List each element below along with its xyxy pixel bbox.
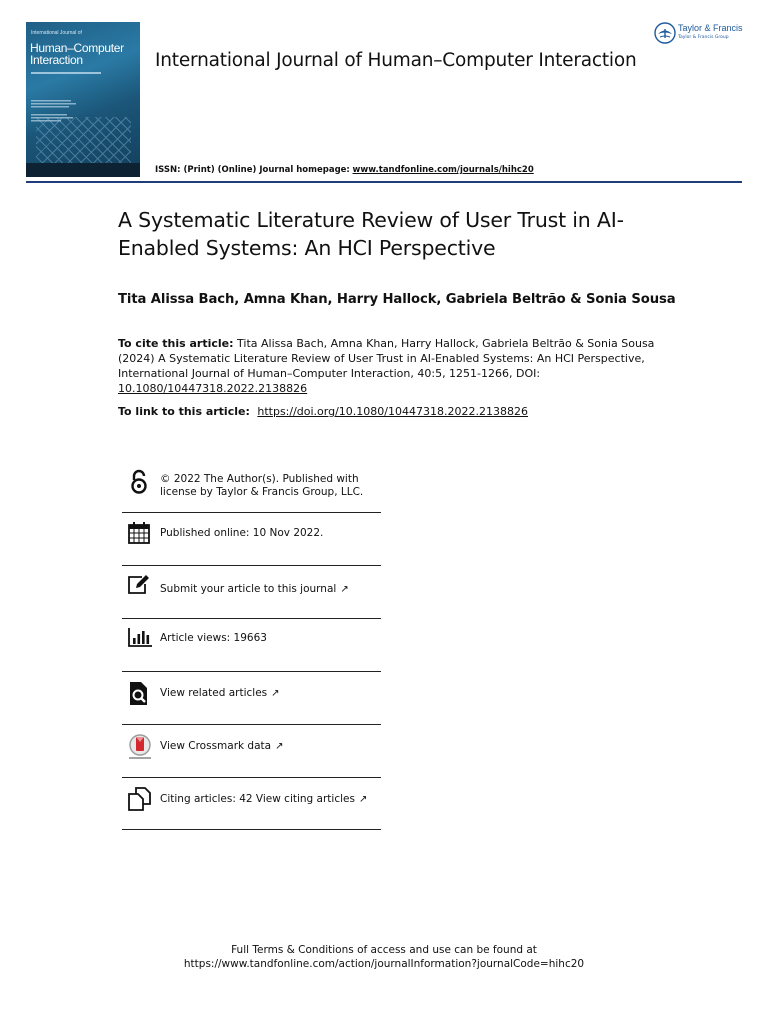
terms-footer-link[interactable]: https://www.tandfonline.com/action/journalInformation?journalCode=hihc20 bbox=[183, 958, 585, 970]
crossmark-link[interactable] bbox=[160, 740, 380, 753]
external-link-icon: ↗ bbox=[340, 584, 349, 595]
cite-text: Tita Alissa Bach, Amna Khan, Harry Hallock, Gabriela Beltrão & Sonia Sousa (2024) A Systematic Literature Review of User Trust in AI-Enabled Systems: An HCI Perspective, International Journal of Human–Computer Interaction, 40:5, 1251-1266, DOI: bbox=[118, 337, 655, 380]
link-label: To link to this article: bbox=[118, 405, 250, 418]
open-access-icon bbox=[126, 469, 152, 495]
cover-small-text: International Journal of bbox=[31, 30, 82, 36]
license-text-line1: © 2022 The Author(s). Published with bbox=[160, 473, 359, 485]
cover-footer-band bbox=[26, 163, 140, 177]
citing-articles-icon bbox=[126, 786, 152, 812]
journal-cover-thumbnail bbox=[26, 22, 140, 177]
publisher-logo[interactable] bbox=[654, 22, 743, 48]
license-text bbox=[160, 473, 380, 499]
external-link-icon: ↗ bbox=[358, 794, 368, 805]
journal-homepage-link[interactable]: www.tandfonline.com/journals/hihc20 bbox=[352, 165, 534, 175]
submit-article-row[interactable] bbox=[122, 572, 381, 616]
citing-articles-link[interactable] bbox=[160, 793, 380, 806]
license-text-line2: license by Taylor & Francis Group, LLC. bbox=[160, 486, 364, 498]
published-date-text: Published online: 10 Nov 2022. bbox=[160, 527, 324, 539]
cover-title-line2: Interaction bbox=[30, 53, 83, 67]
external-link-icon: ↗ bbox=[271, 688, 280, 699]
related-articles-text: View related articles bbox=[160, 687, 268, 699]
article-authors: Tita Alissa Bach, Amna Khan, Harry Hallock, Gabriela Beltrão & Sonia Sousa bbox=[118, 292, 676, 307]
article-views-text: Article views: 19663 bbox=[160, 632, 267, 644]
cover-title-line1: Human–Computer bbox=[30, 41, 124, 55]
info-divider bbox=[122, 565, 381, 566]
cite-label: To cite this article: bbox=[118, 337, 234, 350]
article-views-row bbox=[122, 624, 381, 668]
related-articles-row[interactable] bbox=[122, 678, 381, 722]
publisher-logo-text: Taylor & Francis bbox=[678, 23, 743, 33]
header-divider bbox=[26, 181, 742, 183]
info-divider bbox=[122, 618, 381, 619]
terms-footer bbox=[0, 943, 768, 971]
article-title-line2: Enabled Systems: An HCI Perspective bbox=[118, 236, 496, 260]
submit-article-text: Submit your article to this journal bbox=[160, 583, 337, 595]
open-access-row bbox=[122, 467, 381, 511]
info-divider bbox=[122, 724, 381, 725]
edit-icon bbox=[126, 572, 152, 598]
info-divider bbox=[122, 777, 381, 778]
calendar-icon bbox=[126, 520, 152, 546]
external-link-icon: ↗ bbox=[275, 741, 284, 752]
cover-title bbox=[30, 42, 124, 66]
bar-chart-icon bbox=[126, 624, 152, 650]
terms-footer-line1: Full Terms & Conditions of access and use can be found at bbox=[231, 944, 537, 956]
citing-articles-row[interactable] bbox=[122, 784, 381, 828]
journal-title: International Journal of Human–Computer Interaction bbox=[155, 50, 637, 71]
citation-block bbox=[118, 336, 658, 396]
submit-article-link[interactable] bbox=[160, 583, 380, 596]
crossmark-icon bbox=[126, 733, 154, 763]
publisher-logo-subtext: Taylor & Francis Group bbox=[678, 35, 729, 40]
info-divider bbox=[122, 829, 381, 830]
article-title bbox=[118, 206, 678, 262]
issn-line bbox=[155, 165, 534, 175]
article-doi-link[interactable]: https://doi.org/10.1080/10447318.2022.2138826 bbox=[257, 405, 528, 418]
issn-prefix: ISSN: (Print) (Online) Journal homepage: bbox=[155, 165, 350, 175]
published-online-row bbox=[122, 518, 381, 562]
info-divider bbox=[122, 512, 381, 513]
info-divider bbox=[122, 671, 381, 672]
magnify-document-icon bbox=[126, 680, 152, 706]
citing-articles-text: Citing articles: 42 View citing articles bbox=[160, 793, 355, 805]
cite-doi-link[interactable]: 10.1080/10447318.2022.2138826 bbox=[118, 382, 308, 395]
crossmark-row[interactable] bbox=[122, 731, 381, 775]
article-title-line1: A Systematic Literature Review of User Trust in AI- bbox=[118, 208, 624, 232]
article-link-line bbox=[118, 405, 528, 418]
related-articles-link[interactable] bbox=[160, 687, 380, 700]
taylor-francis-icon bbox=[654, 22, 676, 44]
crossmark-text: View Crossmark data bbox=[160, 740, 272, 752]
